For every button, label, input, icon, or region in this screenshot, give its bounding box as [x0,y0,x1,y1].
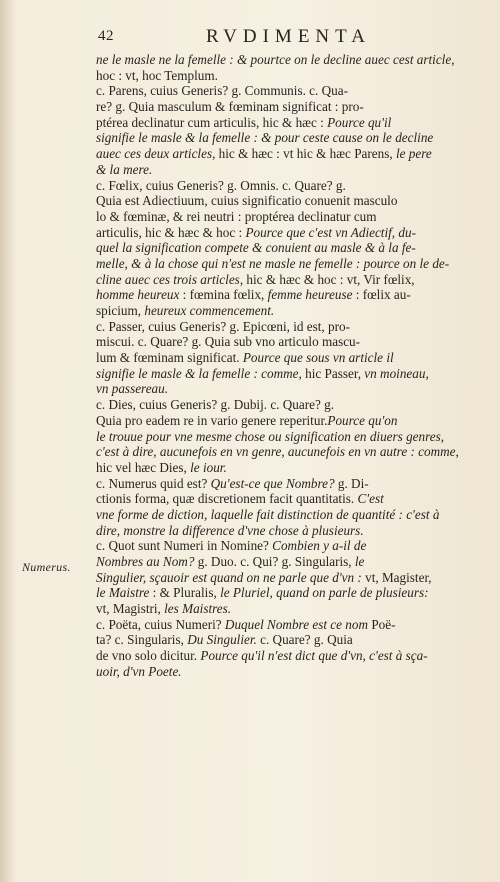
text-line [96,429,474,445]
text-line [96,52,474,68]
text-line [96,397,474,413]
french-gloss: Pource qu'il [327,114,392,130]
latin-text: Quia est Adiectiuum, cuius significatio conuenit masculo [96,193,398,209]
text-line [96,319,474,335]
running-title: RVDIMENTA [206,26,371,47]
latin-text: re? g. Quia masculum & fœminam significat : pro- [96,99,364,115]
text-line [96,83,474,99]
french-gloss: cline auec ces trois articles [96,271,240,287]
text-line [96,115,474,131]
text-line [96,460,474,476]
text-line [96,366,474,382]
french-gloss: c'est à dire, aucunefois en vn genre, aucunefois en vn autre : comme, [96,444,459,460]
text-line [96,193,474,209]
french-gloss: Nombres au Nom? [96,554,195,569]
text-line [96,617,474,633]
latin-text: : fœmina fœlix, [179,287,268,303]
latin-text: spicium, [96,303,145,318]
latin-text: c. Poëta, cuius Numeri? [96,616,225,632]
text-line [96,225,474,241]
text-line [96,99,474,115]
french-gloss: Pource qu'on [327,412,398,428]
text-line [96,381,474,397]
text-line [96,554,474,570]
latin-text: vt, Magister, [361,569,432,585]
text-line [96,664,474,680]
french-gloss: Qu'est-ce que Nombre? [210,475,335,491]
text-line [96,507,474,523]
latin-text: Quia pro eadem re in vario genere reperitur. [96,412,328,428]
latin-text: c. Quot sunt Numeri in Nomine? [96,538,273,554]
binding-shadow [0,0,14,882]
latin-text: hic vel hæc Dies, [96,459,191,475]
french-gloss: Pource que c'est vn Adiectif, du- [245,224,416,240]
latin-text: c. Parens, cuius Generis? g. Communis. c. Qua- [96,83,348,99]
french-gloss: le Maistre [96,585,150,601]
text-line [96,272,474,288]
french-gloss: Pource que sous vn article il [242,350,394,366]
french-gloss: quel la signification compete & conuient au masle & à la fe- [96,240,416,256]
latin-text: vt, Magistri, [96,601,165,617]
text-line [96,491,474,507]
latin-text: : & Pluralis, [149,585,221,601]
text-line [96,444,474,460]
latin-text: hic & hæc : vt hic & hæc Parens, [215,146,396,162]
text-line [96,570,474,586]
text-line [96,178,474,194]
text-line [96,209,474,225]
text-line [96,130,474,146]
french-gloss: vn passereau. [96,381,169,397]
text-line [96,476,474,492]
french-gloss: auec ces deux articles, [96,146,216,162]
french-gloss: uoir, d'vn Poete. [96,663,182,679]
latin-text: ptérea declinatur cum articulis, hic & hæc : [96,114,328,130]
latin-text: c. Dies, cuius Generis? g. Dubij. c. Quare? g. [96,397,335,413]
text-line [96,538,474,554]
latin-text: miscui. c. Quare? g. Quia sub vno articulo mascu- [96,334,361,350]
text-line [96,601,474,617]
french-gloss: signifie le masle & la femelle : comme, [96,365,302,381]
text-line [96,413,474,429]
text-line [96,648,474,664]
text-line [96,350,474,366]
text-line [96,585,474,601]
text-line [96,303,474,319]
french-gloss: Singulier, sçauoir est quand on ne parle que d'vn : [96,569,362,585]
text-line [96,162,474,178]
french-gloss: dire, monstre la difference d'vne chose à plusieurs. [96,522,364,538]
latin-text: Poë- [368,616,396,632]
latin-text: , hic & hæc & hoc : vt, Vir fœlix, [239,271,415,287]
french-gloss: Combien y a-il de [272,538,367,554]
french-gloss: C'est [357,491,384,507]
latin-text: hoc : vt, hoc Templum. [96,67,218,83]
french-gloss: vne forme de diction, laquelle fait distinction de quantité : c'est à [96,506,440,522]
french-gloss: vn moineau, [364,365,429,381]
french-gloss: les Maistres. [164,601,232,617]
text-line [96,334,474,350]
text-line [96,146,474,162]
text-line [96,68,474,84]
latin-text: : fœlix au- [352,287,411,303]
latin-text: c. Fœlix, cuius Generis? g. Omnis. c. Quare? g. [96,177,346,193]
page-header [98,26,478,50]
latin-text: articulis, hic & hæc & hoc : [96,224,246,240]
french-gloss: homme heureux [96,287,180,303]
french-gloss: le pere [395,146,432,162]
latin-text: ta? c. Singularis, [96,632,188,648]
latin-text: c. Passer, cuius Generis? g. Epicœni, id est, pro- [96,318,351,334]
text-line [96,240,474,256]
text-line [96,256,474,272]
latin-text: lum & fœminam significat. [96,350,243,366]
french-gloss: le trouue pour vne mesme chose ou signification en diuers genres, [96,428,445,444]
french-gloss: ne le masle ne la femelle : & pourtce on le decline auec cest article, [96,52,455,67]
french-gloss: le [354,554,365,569]
french-gloss: le Pluriel, quand on parle de plusieurs: [220,585,429,601]
margin-note: Numerus. [22,560,71,574]
latin-text: hic Passer, [301,365,365,381]
text-line [96,287,474,303]
french-gloss: & la mere. [96,161,153,177]
latin-text: de vno solo dicitur. [96,648,201,664]
french-gloss: Du Singulier. [187,632,257,648]
latin-text: c. Quare? g. Quia [256,632,353,648]
page-number: 42 [98,28,114,44]
latin-text: ctionis forma, quæ discretionem facit quantitatis. [96,491,358,507]
french-gloss: signifie le masle & la femelle : & pour ceste cause on le decline [96,130,434,146]
french-gloss: heureux commencement. [144,303,275,318]
french-gloss: femme heureuse [267,287,353,303]
latin-text: g. Duo. c. Qui? g. Singularis, [194,554,355,569]
french-gloss: Pource qu'il n'est dict que d'vn, c'est à sça- [200,648,428,664]
text-line [96,523,474,539]
french-gloss: Duquel Nombre est ce nom [224,616,369,632]
latin-text: c. Numerus quid est? [96,475,211,491]
latin-text: lo & fœminæ, & rei neutri : proptérea declinatur cum [96,208,377,224]
french-gloss: melle, & à la chose qui n'est ne masle ne femelle : pource on le de- [96,255,450,271]
latin-text: g. Di- [334,475,369,491]
text-line [96,632,474,648]
french-gloss: le iour. [190,459,227,475]
body-text [96,52,474,680]
